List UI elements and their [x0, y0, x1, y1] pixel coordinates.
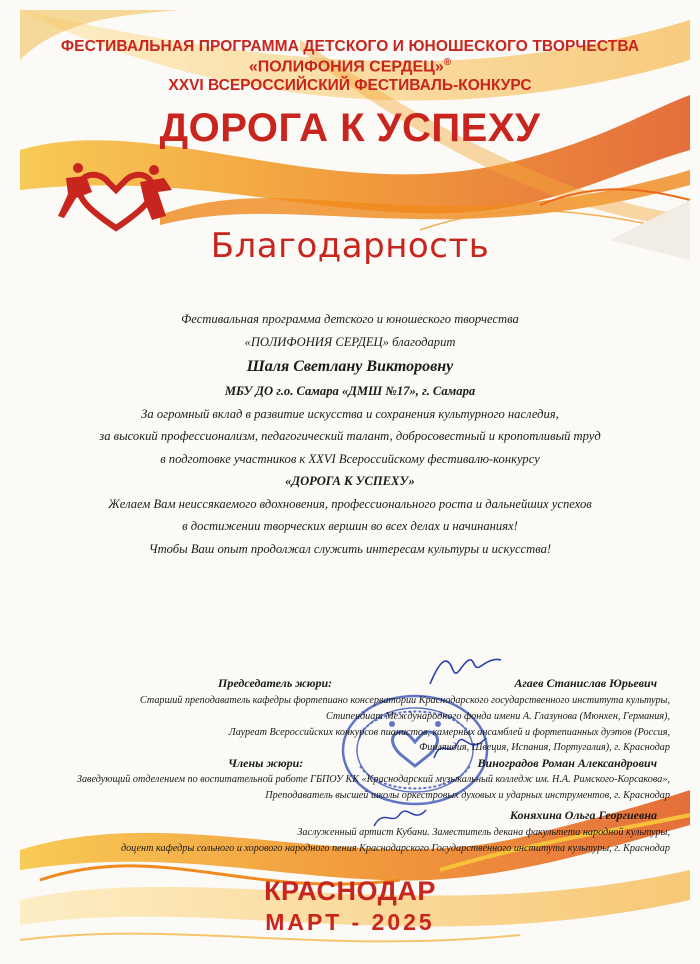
body-line: Чтобы Ваш опыт продолжал служить интересам культуры и искусства! — [148, 541, 552, 556]
festival-brand-heading: «ПОЛИФОНИЯ СЕРДЕЦ»® — [248, 57, 452, 76]
festival-program-heading: ФЕСТИВАЛЬНАЯ ПРОГРАММА ДЕТСКОГО И ЮНОШЕСКОГО ТВОРЧЕСТВА — [60, 38, 640, 55]
jury-chair-description: Старший преподаватель кафедры фортепиано консерватории Краснодарского государственного института культуры, Стипендиат Международного фонда имени А. Глазунова (Мюнхен, Германия), Лауреат Всероссийских конкурсов пианистов, камерных ансамблей и фортепианных дуэтов (Россия, Финляндия, Швеция, Испания, Португалия), г. Краснодар — [139, 695, 670, 754]
body-line: в подготовке участников к XXVI Всероссийскому фестивалю-конкурсу — [160, 451, 540, 466]
body-line: за высокий профессионализм, педагогический талант, добросовестный и кропотливый труд — [99, 429, 601, 443]
contest-name-quote: «ДОРОГА К УСПЕХУ» — [285, 474, 415, 488]
jury-chair-name: Агаев Станислав Юрьевич — [514, 676, 657, 690]
date-label: МАРТ - 2025 — [265, 909, 435, 935]
recipient-name: Шаля Светлану Викторовну — [246, 358, 454, 375]
chair-signature — [425, 650, 505, 690]
contest-edition-heading: XXVI ВСЕРОССИЙСКИЙ ФЕСТИВАЛЬ-КОНКУРС — [168, 77, 532, 94]
recipient-organization: МБУ ДО г.о. Самара «ДМШ №17», г. Самара — [224, 384, 476, 398]
body-line: Желаем Вам неиссякаемого вдохновения, профессионального роста и дальнейших успехов — [108, 496, 592, 511]
jury-member1-description: Заведующий отделением по воспитательной работе ГБПОУ КК «Краснодарский музыкальный колледж им. Н.А. Римского-Корсакова», Преподаватель высшей школы оркестровых духовых и ударных инструментов, г. Краснодар — [76, 774, 670, 801]
city-label: КРАСНОДАР — [264, 876, 436, 906]
body-line: За огромный вклад в развитие искусства и сохранения культурного наследия, — [141, 406, 559, 421]
body-line: Фестивальная программа детского и юношеского творчества — [181, 312, 519, 326]
body-line: «ПОЛИФОНИЯ СЕРДЕЦ» благодарит — [244, 334, 456, 349]
jury-member1-name: Виноградов Роман Александрович — [477, 756, 657, 770]
document-title: Благодарность — [210, 226, 490, 266]
jury-member2-name: Коняхина Ольга Георгиевна — [509, 808, 657, 822]
registered-mark: ® — [443, 57, 452, 68]
jury-member2-description: Заслуженный артист Кубани. Заместитель декана факультета народной культуры, доцент кафедры сольного и хорового народного пения Краснодарского Государственного института культуры, г. Краснодар — [120, 827, 670, 854]
jury-chair-role: Председатель жюри: — [218, 676, 333, 690]
letter-body — [60, 308, 640, 560]
body-line: в достижении творческих вершин во всех делах и начинаниях! — [182, 519, 518, 533]
jury-members-role: Члены жюри: — [228, 756, 304, 770]
contest-name-heading: ДОРОГА К УСПЕХУ — [159, 106, 541, 150]
